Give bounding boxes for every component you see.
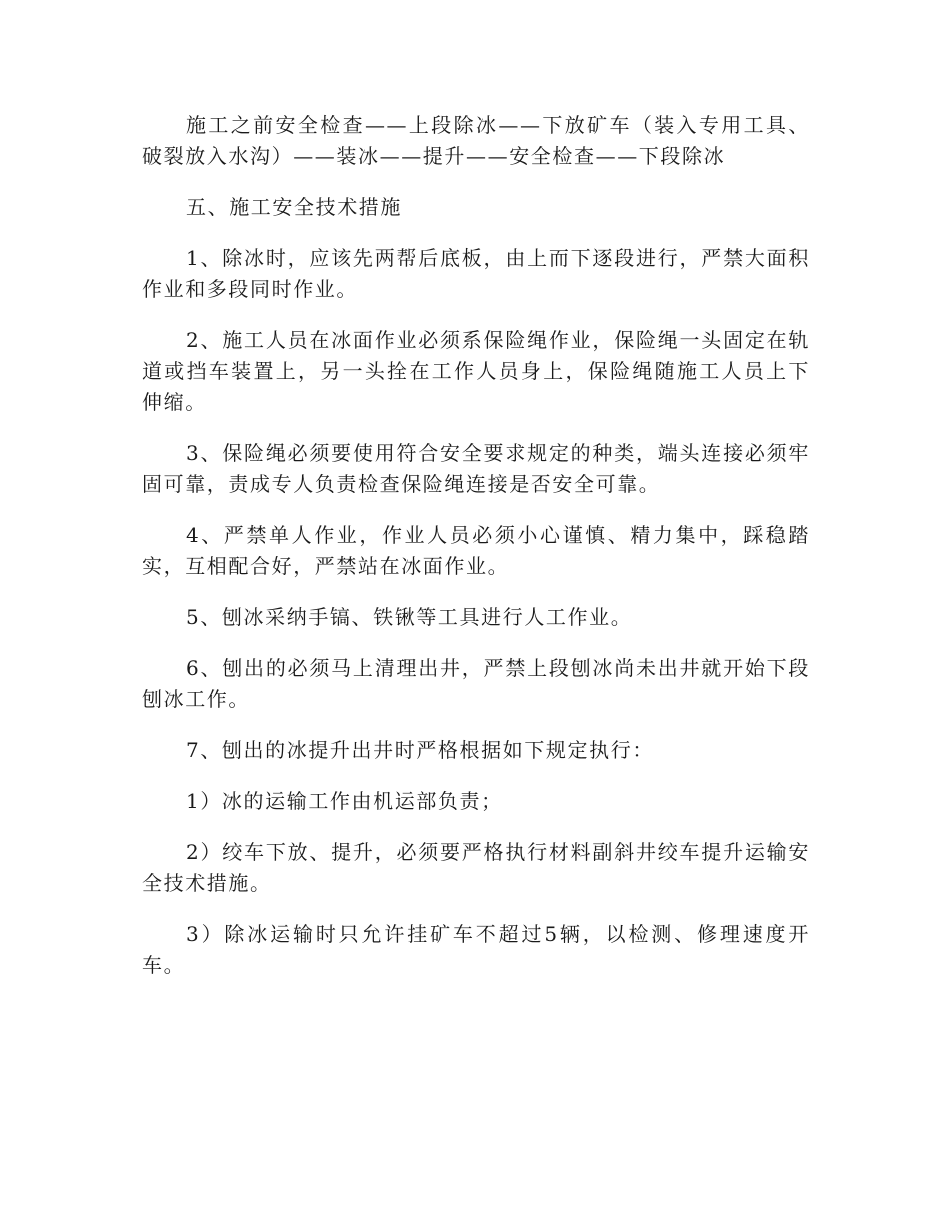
measure-paragraph-3: 3、保险绳必须要使用符合安全要求规定的种类，端头连接必须牢固可靠，责成专人负责检查保险绳连接是否安全可靠。 [142, 441, 810, 496]
measure-paragraph-5: 5、刨冰采纳手镐、铁锹等工具进行人工作业。 [186, 605, 633, 629]
measure-paragraph-2: 2、施工人员在冰面作业必须系保险绳作业，保险绳一头固定在轨道或挡车装置上，另一头拴在工作人员身上，保险绳随施工人员上下伸缩。 [142, 328, 810, 414]
measure-paragraph-4: 4、严禁单人作业，作业人员必须小心谨慎、精力集中，踩稳踏实，互相配合好，严禁站在冰面作业。 [142, 523, 810, 578]
measure-paragraph-6: 6、刨出的必须马上清理出井，严禁上段刨冰尚未出井就开始下段刨冰工作。 [142, 656, 810, 711]
sub-item-1: 1）冰的运输工作由机运部负责； [186, 789, 503, 813]
process-flow-paragraph: 施工之前安全检查——上段除冰——下放矿车（装入专用工具、破裂放入水沟）——装冰——提升——安全检查——下段除冰 [142, 113, 810, 168]
sub-item-2: 2）绞车下放、提升，必须要严格执行材料副斜井绞车提升运输安全技术措施。 [142, 840, 810, 895]
measure-paragraph-1: 1、除冰时，应该先两帮后底板，由上而下逐段进行，严禁大面积作业和多段同时作业。 [142, 246, 810, 301]
measure-paragraph-7: 7、刨出的冰提升出井时严格根据如下规定执行： [186, 738, 654, 762]
sub-item-3: 3）除冰运输时只允许挂矿车不超过5辆，以检测、修理速度开车。 [142, 922, 810, 977]
section-heading: 五、施工安全技术措施 [186, 195, 402, 219]
document-body [142, 110, 810, 1001]
